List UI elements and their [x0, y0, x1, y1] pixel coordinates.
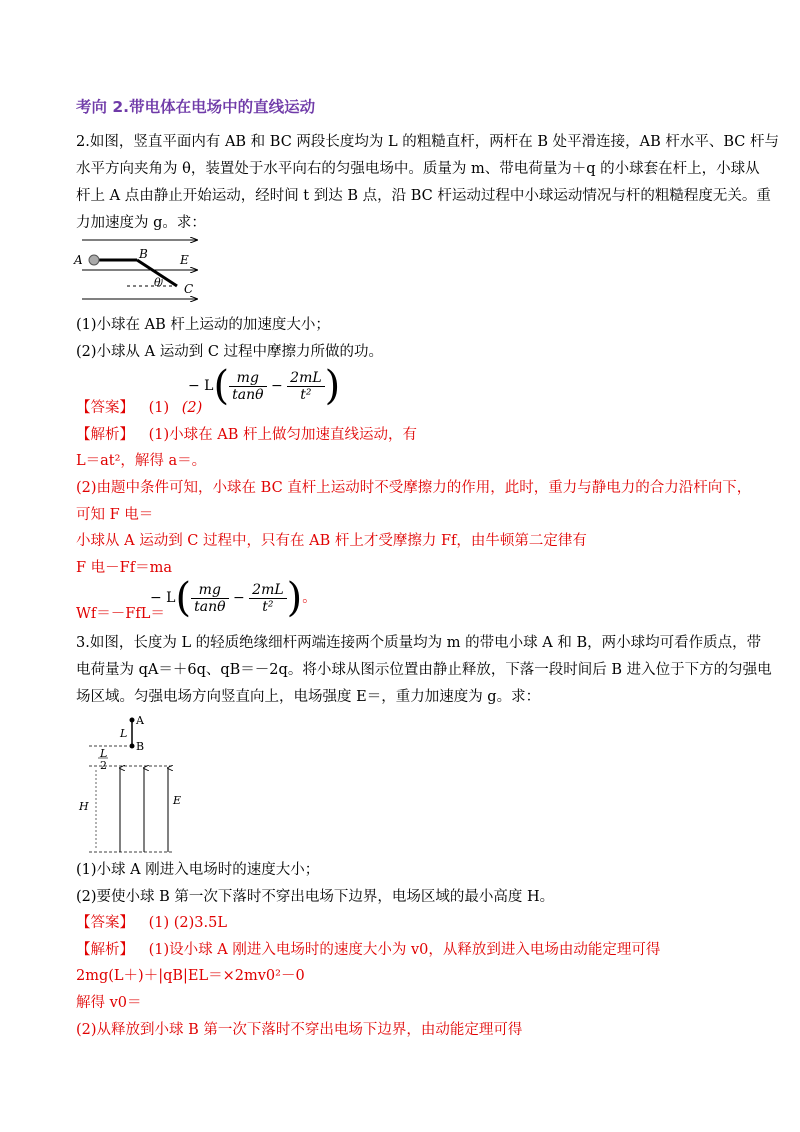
- ball-a: [130, 718, 135, 723]
- q3-line-1: 3.如图，长度为 L 的轻质绝缘细杆两端连接两个质量均为 m 的带电小球 A 和 B，两小球均可看作质点，带: [76, 635, 762, 651]
- q2-analysis-1: [76, 425, 417, 445]
- q2-figure: [72, 232, 212, 307]
- q2-sub-1: (1)小球在 AB 杆上运动的加速度大小；: [76, 317, 330, 333]
- label-two: 2: [100, 759, 107, 772]
- q2-line-1: 2.如图，竖直平面内有 AB 和 BC 两段长度均为 L 的粗糙直杆，两杆在 B 处平滑连接，AB 杆水平、BC 杆与: [76, 134, 779, 150]
- q2-sub-2: (2)小球从 A 运动到 C 过程中摩擦力所做的功。: [76, 344, 384, 360]
- q3-analysis-1: [76, 940, 660, 960]
- q3-sub-2: (2)要使小球 B 第一次下落时不穿出电场下边界，电场区域的最小高度 H。: [76, 889, 555, 905]
- label-c: C: [184, 282, 194, 296]
- label-b: B: [139, 247, 148, 261]
- label-theta: θ: [154, 276, 161, 289]
- q3-figure: [74, 712, 194, 857]
- analysis-text-1: (1)小球在 AB 杆上做匀加速直线运动，有: [148, 427, 417, 443]
- answer-text: (1): [148, 400, 170, 416]
- paren-open: (: [213, 363, 230, 409]
- answer-label: 【答案】: [76, 400, 134, 416]
- analysis-label: 【解析】: [76, 942, 134, 958]
- answer-text: (1) (2)3.5L: [148, 915, 227, 931]
- fraction-4: $\frac{2mL}{\text{t²}}$: [249, 582, 286, 615]
- label-b: B: [136, 740, 145, 753]
- fraction-2: $\frac{2mL}{\text{t²}}$: [287, 370, 324, 403]
- analysis-text-1: (1)设小球 A 刚进入电场时的速度大小为 v0，从释放到进入电场由动能定理可得: [148, 942, 661, 958]
- q2-wf-formula: − L( $\frac{mg}{\tan\theta}$ − $\frac{2mL}{\text{t²}}$ )。: [150, 575, 317, 621]
- q2-analysis-5: 小球从 A 运动到 C 过程中，只有在 AB 杆上才受摩擦力 Ff，由牛顿第二定律有: [76, 533, 587, 549]
- formula-minus: −: [270, 378, 283, 394]
- ball-b: [130, 744, 135, 749]
- q2-answer-formula: [188, 363, 341, 409]
- q3-answer: [76, 913, 227, 933]
- analysis-label: 【解析】: [76, 427, 134, 443]
- q3-analysis-2: 2mg(L＋)＋|qB|EL＝×2mv0²－0: [76, 968, 305, 984]
- formula-lead: − L: [188, 378, 214, 394]
- q3-line-3: 场区域。匀强电场方向竖直向上，电场强度 E＝，重力加速度为 g。求：: [76, 689, 541, 705]
- label-l-half: L: [100, 747, 108, 760]
- q2-line-4: 力加速度为 g。求：: [76, 215, 206, 231]
- label-e: E: [173, 794, 182, 807]
- ball: [89, 255, 99, 265]
- label-a: A: [136, 714, 144, 727]
- label-e: E: [180, 253, 189, 267]
- fraction-3: $\frac{mg}{\tan\theta}$: [191, 582, 228, 615]
- q2-analysis-2: L＝at²，解得 a＝。: [76, 453, 207, 469]
- formula-minus-2: −: [232, 590, 245, 606]
- answer-label: 【答案】: [76, 915, 134, 931]
- q2-analysis-7: Wf＝－FfL＝: [76, 606, 165, 622]
- formula-lead-2: − L: [150, 590, 176, 606]
- q2-answer: [76, 398, 202, 418]
- label-l-rod: L: [120, 727, 128, 740]
- formula-period: 。: [302, 590, 317, 606]
- q3-analysis-3: 解得 v0＝: [76, 995, 142, 1011]
- q2-analysis-3: (2)由题中条件可知，小球在 BC 直杆上运动时不受摩擦力的作用，此时，重力与静电力的合力沿杆向下，: [76, 480, 752, 496]
- answer-text-2: (2): [181, 400, 203, 416]
- q2-analysis-4: 可知 F 电＝: [76, 507, 154, 523]
- q2-line-2: 水平方向夹角为 θ，装置处于水平向右的匀强电场中。质量为 m、带电荷量为＋q 的小球套在杆上，小球从: [76, 161, 760, 177]
- q3-line-2: 电荷量为 qA＝＋6q、qB＝－2q。将小球从图示位置由静止释放，下落一段时间后 B 进入位于下方的匀强电: [76, 662, 772, 678]
- q2-line-3: 杆上 A 点由静止开始运动，经时间 t 到达 B 点，沿 BC 杆运动过程中小球运动情况与杆的粗糙程度无关。重: [76, 188, 771, 204]
- label-h: H: [79, 800, 89, 813]
- q3-analysis-4: (2)从释放到小球 B 第一次下落时不穿出电场下边界，由动能定理可得: [76, 1022, 523, 1038]
- q3-sub-1: (1)小球 A 刚进入电场时的速度大小；: [76, 862, 320, 878]
- label-a: A: [74, 253, 83, 267]
- paren-close: ): [324, 363, 341, 409]
- q2-analysis-6: F 电－Ff＝ma: [76, 560, 172, 576]
- fraction-1: $\frac{mg}{\tan\theta}$: [229, 370, 266, 403]
- section-title: 考向 2.带电体在电场中的直线运动: [76, 98, 316, 116]
